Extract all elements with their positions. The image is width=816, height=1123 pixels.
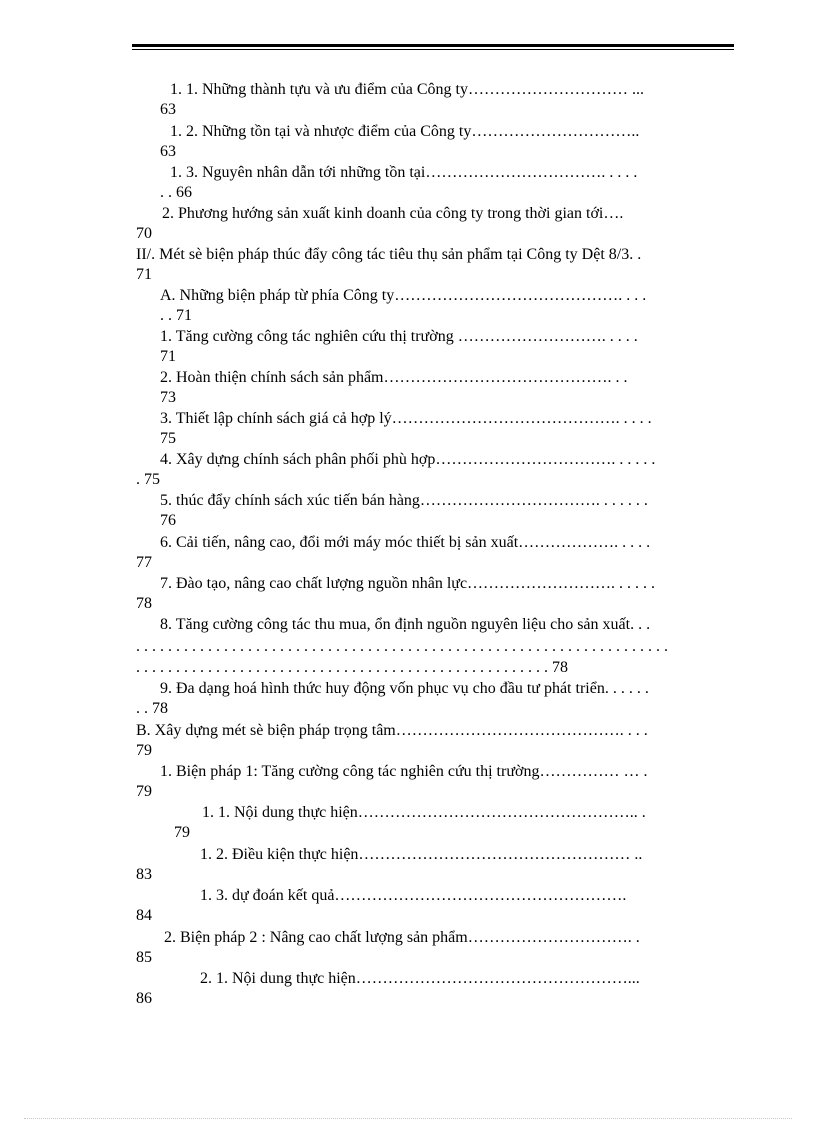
toc-page-number: 76: [160, 512, 176, 529]
toc-page-number: 63: [160, 101, 176, 118]
toc-page-number: 71: [136, 266, 152, 283]
toc-page-number: 79: [136, 742, 152, 759]
toc-page-number: . . 71: [160, 307, 192, 324]
toc-page-number: 71: [160, 348, 176, 365]
toc-entry-text: 5. thúc đẩy chính sách xúc tiến bán hàng……………………………. . . . . . .: [160, 492, 648, 509]
toc-page-number: 73: [160, 389, 176, 406]
toc-page-number: 70: [136, 225, 152, 242]
toc-entry-text: 1. Biện pháp 1: Tăng cường công tác nghiên cứu thị trường…………… … .: [160, 763, 648, 780]
toc-page-number: 63: [160, 143, 176, 160]
toc-page-number: 75: [160, 430, 176, 447]
toc-page-number: . 75: [136, 471, 160, 488]
toc-entry-text: 4. Xây dựng chính sách phân phối phù hợp……………………………. . . . . .: [160, 451, 656, 468]
toc-section-heading: B. Xây dựng mét sè biện pháp trọng tâm……………………………………. . . .: [136, 722, 648, 739]
toc-entry-text: 1. 3. dự đoán kết quả……………………………………………….: [200, 887, 627, 904]
page-bottom-divider: [24, 1118, 792, 1119]
toc-entry-text: 7. Đào tạo, nâng cao chất lượng nguồn nhân lực………………………. . . . . .: [160, 575, 656, 592]
toc-page-number: 85: [136, 949, 152, 966]
toc-entry-text: 1. 3. Nguyên nhân dẫn tới những tồn tại……………………………. . . . .: [170, 164, 638, 181]
toc-entry-text: A. Những biện pháp từ phía Công ty……………………………………. . . .: [160, 287, 647, 304]
toc-entry-text: 1. 2. Điều kiện thực hiện…………………………………………… ..: [200, 846, 643, 863]
toc-entry-text: 6. Cải tiến, nâng cao, đổi mới máy móc thiết bị sản xuất………………. . . . .: [160, 534, 651, 551]
toc-entry-text: 2. Hoàn thiện chính sách sản phẩm……………………………………. . .: [160, 369, 628, 386]
toc-entry-text: 1. Tăng cường công tác nghiên cứu thị trường ………………………. . . . .: [160, 328, 638, 345]
toc-entry-text: 9. Đa dạng hoá hình thức huy động vốn phục vụ cho đầu tư phát triển. . . . . .: [160, 680, 649, 697]
toc-leader-dots: . . . . . . . . . . . . . . . . . . . . . . . . . . . . . . . . . . . . . . . . . . . . . . . . . . . . 78: [136, 659, 568, 676]
toc-page-number: 83: [136, 866, 152, 883]
toc-page-number: . . 78: [136, 700, 168, 717]
toc-entry-text: 2. Phương hướng sản xuất kinh doanh của công ty trong thời gian tới….: [162, 205, 624, 222]
toc-page-number: 84: [136, 907, 152, 924]
toc-leader-dots: . . . . . . . . . . . . . . . . . . . . . . . . . . . . . . . . . . . . . . . . . . . . . . . . . . . . . . . . . . . . . . . . . . .: [136, 638, 668, 655]
toc-page-number: 77: [136, 554, 152, 571]
toc-page-number: 86: [136, 990, 152, 1007]
toc-entry-text: 1. 2. Những tồn tại và nhược điểm của Công ty…………………………..: [170, 123, 640, 140]
toc-entry-text: 2. 1. Nội dung thực hiện……………………………………………...: [200, 970, 640, 987]
toc-entry-text: 3. Thiết lập chính sách giá cả hợp lý……………………………………. . . . .: [160, 410, 652, 427]
toc-entry-text: 8. Tăng cường công tác thu mua, ổn định nguồn nguyên liệu cho sản xuất. . .: [160, 616, 651, 633]
toc-page-number: 79: [136, 783, 152, 800]
toc-page-number: . . 66: [160, 184, 192, 201]
toc-entry-text: 2. Biện pháp 2 : Nâng cao chất lượng sản phẩm…………………………. .: [164, 929, 640, 946]
toc-page-number: 79: [174, 824, 190, 841]
toc-entry-text: 1. 1. Nội dung thực hiện…………………………………………….. .: [202, 804, 646, 821]
toc-entry-text: 1. 1. Những thành tựu và ưu điểm của Công ty………………………… ...: [170, 81, 644, 98]
toc-page-number: 78: [136, 595, 152, 612]
toc-section-heading: II/. Mét sè biện pháp thúc đẩy công tác tiêu thụ sản phẩm tại Công ty Dệt 8/3. .: [136, 246, 642, 263]
